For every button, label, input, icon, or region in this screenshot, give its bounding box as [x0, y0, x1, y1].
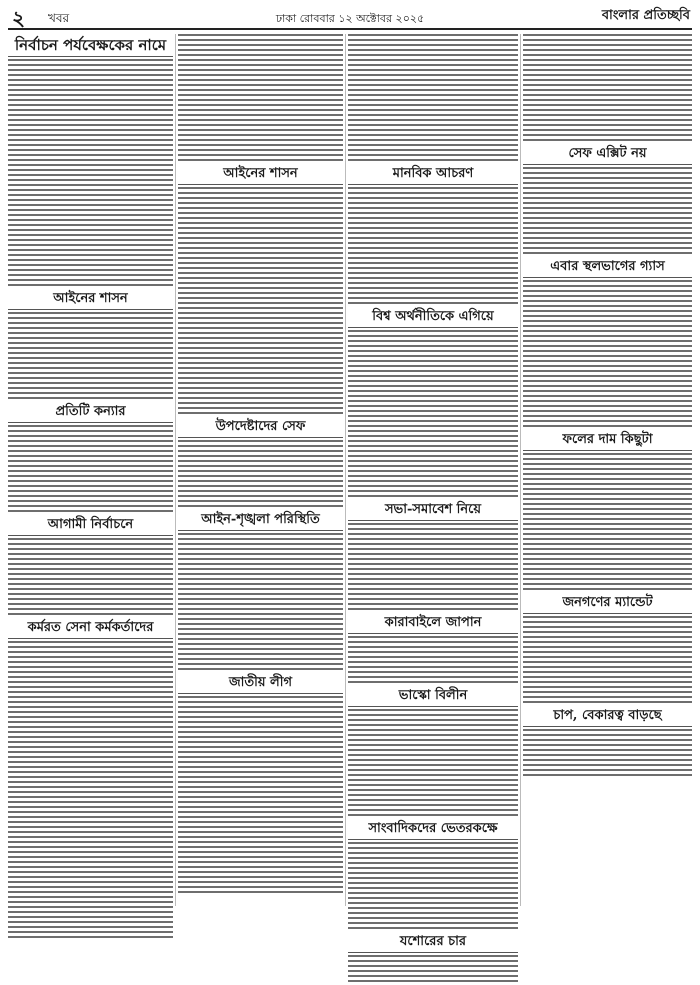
article-body-text [178, 696, 343, 896]
article-headline: জনগণের ম্যান্ডেট [562, 594, 653, 610]
article-headline: প্রতিটি কন্যার [55, 404, 126, 420]
article-headline: চাপ, বেকারত্ব বাড়ছে [553, 707, 662, 723]
column-divider [175, 34, 176, 906]
column-1 [8, 34, 173, 906]
article-body-text [348, 34, 518, 164]
headline-rule [8, 309, 173, 310]
article-body-text [8, 538, 173, 618]
article-body-text [348, 523, 518, 613]
article-headline: সেফ এক্সিট নয় [568, 146, 647, 161]
article-body-text [8, 425, 173, 515]
article-body-text [178, 187, 343, 417]
headline-rule [523, 613, 692, 614]
article-headline: আইনের শাসন [223, 166, 298, 181]
headline-rule [178, 184, 343, 185]
page-header [8, 4, 692, 30]
article-headline: সাংবাদিকদের ভেতরকক্ষে [368, 820, 498, 836]
headline-rule [178, 437, 343, 438]
article-body-text [523, 453, 692, 593]
article-headline: নির্বাচন পর্যবেক্ষকের নামে [14, 36, 167, 54]
headline-rule [523, 164, 692, 165]
article-body-text [8, 312, 173, 402]
article-body-text [348, 330, 518, 500]
article-headline: ভাস্কো বিলীন [398, 687, 468, 703]
headline-rule [348, 520, 518, 521]
headline-rule [348, 327, 518, 328]
article-headline: আইনের শাসন [53, 291, 128, 307]
headline-rule [178, 530, 343, 531]
article-headline: সভা-সমাবেশ নিয়ে [384, 501, 482, 517]
article-body-text [523, 729, 692, 779]
headline-rule [8, 56, 173, 57]
article-body-text [178, 440, 343, 510]
article-body-text [178, 533, 343, 673]
article-headline: উপদেষ্টাদের সেফ [215, 418, 306, 434]
headline-rule [523, 726, 692, 727]
headline-rule [348, 184, 518, 185]
headline-rule [523, 277, 692, 278]
article-headline: আগামী নির্বাচনে [47, 517, 134, 533]
column-divider [345, 34, 346, 906]
article-body-text [348, 636, 518, 686]
article-headline: জাতীয় লীগ [229, 674, 292, 690]
article-headline: ফলের দাম কিছুটা [562, 431, 653, 447]
column-3 [348, 34, 518, 949]
headline-rule [8, 422, 173, 423]
article-headline: এবার স্থলভাগের গ্যাস [550, 258, 665, 274]
headline-rule [348, 952, 518, 953]
article-body-text [8, 59, 173, 289]
article-headline: কারাবাইলে জাপান [384, 614, 482, 630]
column-divider [520, 34, 521, 906]
headline-rule [8, 638, 173, 639]
article-headline: কর্মরত সেনা কর্মকর্তাদের [27, 620, 154, 636]
article-headline: যশোরের চার [399, 933, 467, 949]
headline-rule [348, 706, 518, 707]
article-body-text [348, 842, 518, 932]
column-4 [523, 34, 692, 906]
page-number: ২ [12, 6, 26, 30]
article-body-text [348, 709, 518, 819]
article-body-text [523, 280, 692, 430]
column-2 [178, 34, 343, 906]
article-body-text [178, 34, 343, 164]
article-body-text [348, 187, 518, 307]
article-headline: আইন-শৃঙ্খলা পরিস্থিতি [201, 511, 320, 527]
section-name: খবর [48, 11, 70, 25]
article-body-text [523, 167, 692, 257]
article-headline: বিশ্ব অর্থনীতিকে এগিয়ে [372, 308, 494, 324]
headline-rule [178, 693, 343, 694]
headline-rule [348, 839, 518, 840]
headline-rule [523, 450, 692, 451]
article-headline: মানবিক আচরণ [392, 166, 474, 181]
article-body-text [8, 641, 173, 941]
masthead-logo: বাংলার প্রতিচ্ছবি [601, 8, 690, 23]
article-body-text [348, 955, 518, 985]
article-body-text [523, 616, 692, 706]
dateline: ঢাকা রোববার ১২ অক্টোবর ২০২৫ [275, 12, 425, 25]
article-body-text [523, 34, 692, 144]
headline-rule [348, 633, 518, 634]
headline-rule [8, 535, 173, 536]
